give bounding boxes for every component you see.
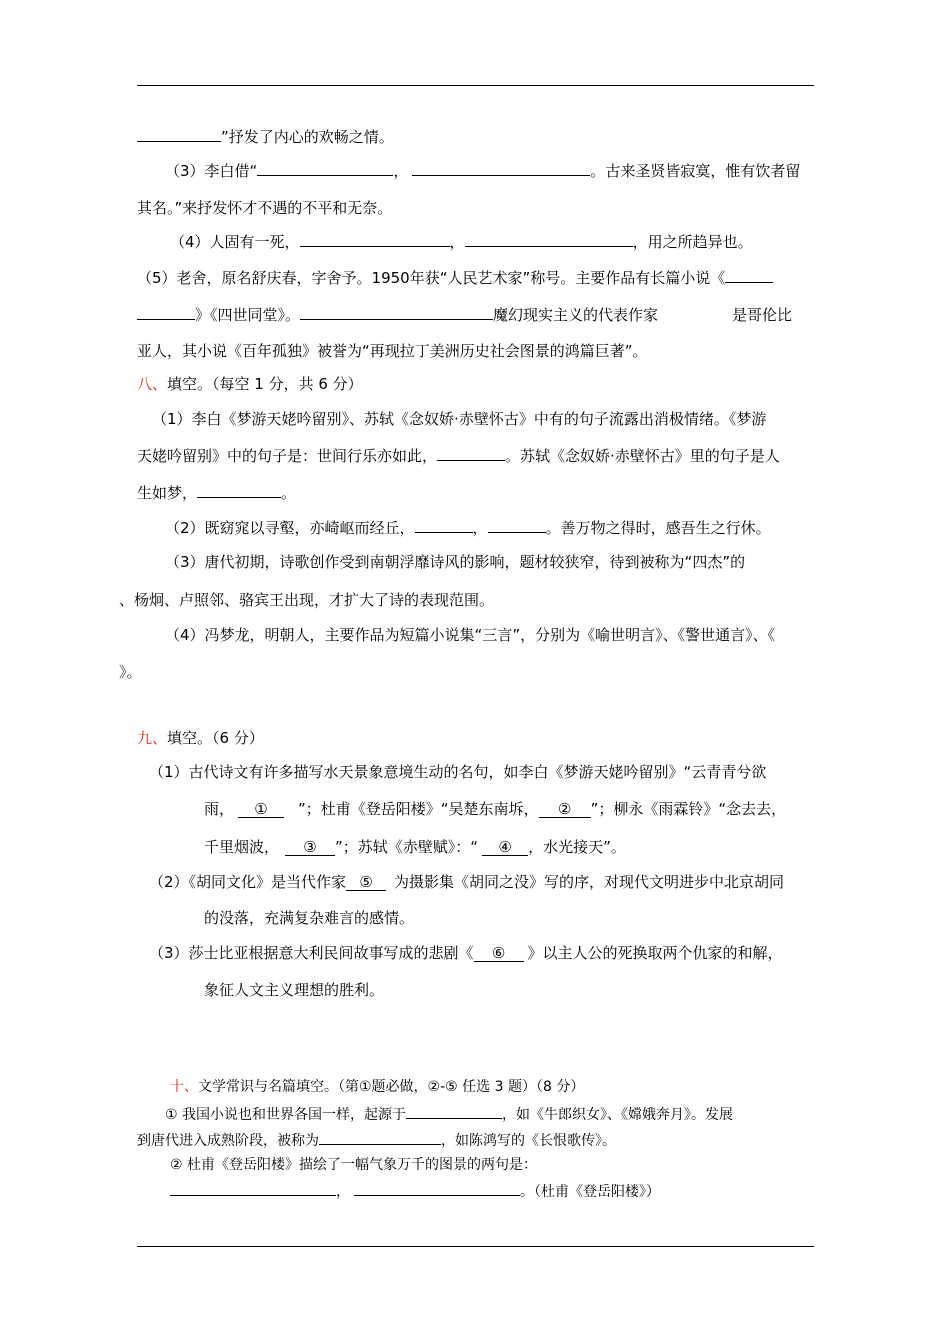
blank[interactable] [354, 1180, 520, 1196]
blank-4[interactable]: ④ [482, 839, 528, 856]
blank[interactable] [412, 160, 590, 176]
q9-p1-line-3: 千里烟波， ③ ”；苏轼《赤壁赋》：“ ④ ，水光接天”。 [204, 838, 626, 856]
q7-line-5: （5）老舍，原名舒庆春，字舍予。1950年获“人民艺术家”称号。主要作品有长篇小说《 [137, 267, 773, 289]
q9-heading: 九、填空。（6 分） [137, 729, 264, 747]
section-number: 十、 [170, 1079, 198, 1095]
q7-line-2: （3）李白借“ ， 。古来圣贤皆寂寞，惟有饮者留 [165, 162, 801, 180]
q7-line-1: ”抒发了内心的欢畅之情。 [137, 126, 394, 148]
section-number: 九、 [137, 729, 168, 747]
blank[interactable] [465, 231, 633, 247]
q8-p4-line-2: 》。 [119, 663, 142, 681]
q9-p2-line-1: （2）《胡同文化》是当代作家 ⑤ 为摄影集《胡同之没》写的序，对现代文明进步中北京胡同 [149, 873, 785, 891]
q8-p2: （2）既窈窕以寻壑，亦崎岖而经丘， ， 。善万物之得时，感吾生之行休。 [165, 519, 771, 537]
q8-p3-line-1: （3）唐代初期，诗歌创作受到南朝浮靡诗风的影响，题材较狭窄，待到被称为“四杰”的 [165, 553, 746, 571]
q7-line-6: 》《四世同堂》。 魔幻现实主义的代表作家 是哥伦比 [137, 304, 792, 326]
blank-1[interactable]: ① [238, 801, 284, 818]
q8-p3-line-2: 、杨炯、卢照邻、骆宾王出现，才扩大了诗的表现范围。 [119, 591, 495, 609]
q9-p2-line-2: 的没落，充满复杂难言的感情。 [204, 909, 415, 927]
blank[interactable] [406, 1103, 502, 1119]
q7-line-7: 亚人，其小说《百年孤独》被誉为“再现拉丁美洲历史社会图景的鸿篇巨著”。 [137, 342, 648, 360]
blank[interactable] [137, 126, 221, 142]
blank[interactable] [197, 482, 281, 498]
q7-line-4: （4）人固有一死， ， ，用之所趋异也。 [170, 233, 753, 251]
header-rule [137, 85, 814, 86]
blank[interactable] [488, 517, 546, 533]
q8-heading: 八、填空。（每空 1 分，共 6 分） [137, 375, 363, 393]
blank[interactable] [257, 160, 393, 176]
q10-p2: ② 杜甫《登岳阳楼》描绘了一幅气象万千的图景的两句是： [170, 1157, 537, 1173]
footer-rule [137, 1246, 814, 1247]
q8-p1-line-1: （1）李白《梦游天姥吟留别》、苏轼《念奴娇·赤壁怀古》中有的句子流露出消极情绪。《梦游 [152, 410, 767, 428]
blank-2[interactable]: ② [539, 801, 591, 818]
q8-p1-line-3: 生如梦， 。 [137, 484, 297, 502]
q10-p1-line-1: ① 我国小说也和世界各国一样，起源于 ，如《牛郎织女》、《嫦娥奔月》。发展 [165, 1103, 733, 1126]
blank[interactable] [300, 231, 450, 247]
blank-3[interactable]: ③ [285, 839, 335, 856]
blank[interactable] [725, 267, 773, 283]
q10-p1-line-2: 到唐代进入成熟阶段，被称为 ，如陈鸿写的《长恨歌传》。 [137, 1129, 616, 1152]
section-number: 八、 [137, 375, 168, 393]
q9-p3-line-2: 象征人文主义理想的胜利。 [204, 981, 385, 999]
blank-6[interactable]: ⑥ [474, 945, 524, 962]
blank[interactable] [437, 445, 505, 461]
blank[interactable] [137, 304, 195, 320]
q7-line-3: 其名。”来抒发怀才不遇的不平和无奈。 [137, 199, 393, 217]
q8-p1-line-2: 天姥吟留别》中的句子是：世间行乐亦如此， 。苏轼《念奴娇·赤壁怀古》里的句子是人 [137, 447, 780, 465]
blank[interactable] [415, 517, 473, 533]
q9-p1-line-2: 雨， ① ”；杜甫《登岳阳楼》“吴楚东南坼， ② ”；柳永《雨霖铃》“念去去， [204, 800, 787, 818]
q9-p1-line-1: （1）古代诗文有许多描写水天景象意境生动的名句，如李白《梦游天姥吟留别》“云青青兮欲 [149, 763, 767, 781]
blank-5[interactable]: ⑤ [346, 874, 386, 891]
blank[interactable] [300, 304, 493, 320]
blank[interactable] [170, 1180, 336, 1196]
q9-p3-line-1: （3）莎士比亚根据意大利民间故事写成的悲剧《 ⑥ 》以主人公的死换取两个仇家的和解， [149, 944, 783, 962]
blank[interactable] [319, 1129, 441, 1145]
q10-heading: 十、文学常识与名篇填空。（第①题必做，②-⑤ 任选 3 题）（8 分） [170, 1079, 585, 1095]
q8-p4-line-1: （4）冯梦龙，明朝人，主要作品为短篇小说集“三言”，分别为《喻世明言》、《警世通言》、《 [165, 626, 776, 644]
q10-p3: ， 。（杜甫《登岳阳楼》） [170, 1180, 660, 1203]
